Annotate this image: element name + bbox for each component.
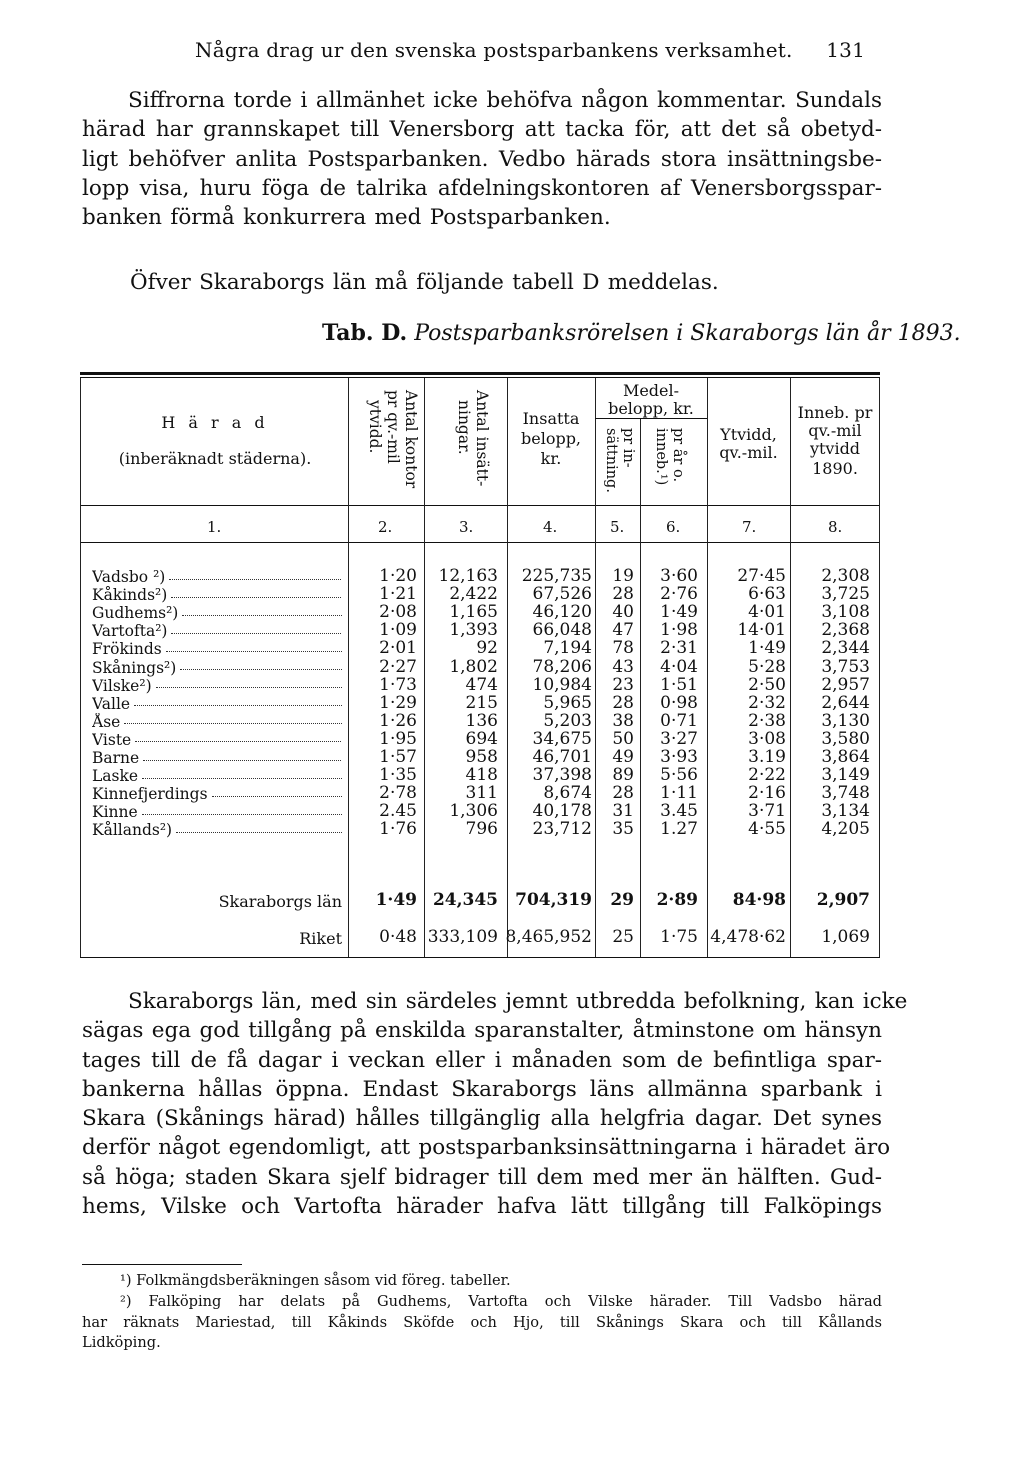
cell-c7: 4·01 <box>748 602 786 623</box>
leader-dots <box>169 577 342 580</box>
row-name <box>92 713 342 731</box>
cell-c6: 0·71 <box>660 710 698 731</box>
cell-c7: 14·01 <box>737 620 786 641</box>
cell-c6: 2·31 <box>660 638 698 659</box>
column-number: 4. <box>543 518 558 536</box>
cell-c5: 47 <box>612 620 634 641</box>
header-rule <box>80 505 880 506</box>
cell-c7: 27·45 <box>737 566 786 586</box>
row-name-text: Laske <box>92 767 139 786</box>
cell-c7: 2·50 <box>748 674 786 695</box>
cell-c7: 5·28 <box>748 656 786 677</box>
header-harad: H ä r a d <box>161 413 269 432</box>
header-medel-1a: pr in- <box>620 428 636 468</box>
paragraph-line: banken förmå konkurrera med Postsparbanken. <box>82 205 611 231</box>
cell-c8: 3,108 <box>821 602 870 623</box>
row-name <box>92 659 342 677</box>
cell-c2: 1·35 <box>379 765 417 786</box>
cell-c8: 2,957 <box>821 674 870 695</box>
header-harad-sub: (inberäknadt städerna). <box>118 449 312 468</box>
cell-c6: 5·56 <box>660 765 698 786</box>
cell-c3: 136 <box>465 710 498 731</box>
cell-c8: 2,368 <box>821 620 870 641</box>
row-name-text: Valle <box>92 694 131 713</box>
cell-c4: 46,701 <box>532 747 592 767</box>
header-ytvidd-b: qv.-mil. <box>719 443 778 462</box>
row-name <box>92 767 342 785</box>
cell-c3: 2,422 <box>449 584 498 605</box>
footnote-line: Lidköping. <box>82 1334 161 1351</box>
row-name-text: Vilske²) <box>92 676 152 695</box>
colnum-rule <box>80 542 880 543</box>
cell-c2: 0·48 <box>379 927 417 947</box>
column-rule <box>707 378 708 957</box>
footnote-line: ²) Falköping har delats på Gudhems, Vartofta och Vilske härader. Till Vadsbo härad <box>120 1293 882 1310</box>
row-name <box>80 892 342 911</box>
paragraph-2 <box>130 268 830 297</box>
cell-c5: 23 <box>612 674 634 695</box>
header-inneb-d: 1890. <box>812 459 858 478</box>
cell-c8: 2,644 <box>821 692 870 713</box>
cell-c7: 2·32 <box>748 692 786 713</box>
header-medel-1b: sättning. <box>603 428 619 493</box>
cell-c5: 89 <box>612 765 634 786</box>
cell-c8: 1,069 <box>821 927 870 947</box>
cell-c6: 2·89 <box>656 890 698 910</box>
row-name <box>92 785 342 803</box>
paragraph-line: Skaraborgs län, med sin särdeles jemnt utbredda befolkning, kan icke <box>128 989 908 1014</box>
cell-c3: 92 <box>476 638 498 659</box>
column-rule <box>348 378 349 957</box>
cell-c5: 43 <box>612 656 634 677</box>
paragraph-line: Öfver Skaraborgs län må följande tabell D meddelas. <box>130 270 719 295</box>
cell-c2: 2·27 <box>379 656 417 677</box>
row-name-text: Åse <box>92 712 121 731</box>
row-name <box>80 929 342 948</box>
cell-c5: 29 <box>610 890 634 910</box>
cell-c4: 37,398 <box>532 765 592 786</box>
column-number: 2. <box>378 518 393 536</box>
cell-c4: 40,178 <box>532 801 592 822</box>
row-name <box>92 640 342 658</box>
leader-dots <box>156 685 342 688</box>
row-name <box>92 695 342 713</box>
paragraph-1 <box>82 86 882 232</box>
medel-sub-rule <box>595 418 707 419</box>
cell-c2: 1·49 <box>375 890 417 910</box>
cell-c4: 78,206 <box>532 656 592 677</box>
cell-c3: 333,109 <box>427 927 498 947</box>
cell-c4: 67,526 <box>532 584 592 605</box>
leader-dots <box>135 739 342 742</box>
cell-c4: 23,712 <box>532 819 592 840</box>
cell-c8: 3,725 <box>821 584 870 605</box>
cell-c7: 2·38 <box>748 710 786 731</box>
cell-c8: 3,134 <box>821 801 870 822</box>
cell-c2: 2·78 <box>379 783 417 804</box>
cell-c6: 3.45 <box>660 801 698 822</box>
cell-c5: 31 <box>612 801 634 822</box>
cell-c5: 49 <box>612 747 634 767</box>
column-number: 6. <box>666 518 681 536</box>
paragraph-line: hems, Vilske och Vartofta härader hafva lätt tillgång till Falköpings <box>82 1194 882 1220</box>
row-name <box>92 586 342 604</box>
cell-c7: 2·16 <box>748 783 786 804</box>
leader-dots <box>142 776 342 779</box>
header-belopp-a: Insatta <box>522 409 580 428</box>
footnote-rule <box>82 1264 242 1265</box>
column-number: 7. <box>742 518 757 536</box>
cell-c4: 66,048 <box>532 620 592 641</box>
row-name <box>92 749 342 767</box>
cell-c5: 28 <box>612 783 634 804</box>
cell-c3: 1,393 <box>449 620 498 641</box>
row-name-text: Kåkinds²) <box>92 586 168 605</box>
paragraph-line: tages till de få dagar i veckan eller i månaden som de befintliga spar- <box>82 1047 882 1073</box>
column-rule <box>80 378 81 957</box>
header-medel-a: Medel- <box>622 381 680 400</box>
paragraph-line: derför något egendomligt, att postsparbanksinsättningarna i häradet äro <box>82 1135 891 1161</box>
cell-c4: 34,675 <box>532 728 592 749</box>
row-name <box>92 622 342 640</box>
row-name-text: Vadsbo ²) <box>92 568 166 586</box>
row-name-text: Kållands²) <box>92 821 173 840</box>
cell-c2: 1·09 <box>379 620 417 641</box>
cell-c2: 1·21 <box>379 584 417 605</box>
leader-dots <box>143 758 342 761</box>
cell-c7: 1·49 <box>748 638 786 659</box>
cell-c7: 3·71 <box>748 801 786 822</box>
cell-c8: 2,344 <box>821 638 870 659</box>
cell-c3: 1,802 <box>449 656 498 677</box>
cell-c8: 3,149 <box>821 765 870 786</box>
leader-dots <box>142 812 342 815</box>
table-title: Postsparbanksrörelsen i Skaraborgs län år 1893. <box>414 321 961 346</box>
header-kontor-b: pr qv.-mil <box>384 390 402 464</box>
cell-c4: 46,120 <box>532 602 592 623</box>
table-top-rule-thin <box>80 377 880 378</box>
row-name-text: Kinnefjerdings <box>92 785 208 804</box>
cell-c7: 3.19 <box>748 747 786 767</box>
page-number: 131 <box>826 38 865 62</box>
row-name-text: Skaraborgs län <box>218 892 342 911</box>
row-name-text: Frökinds <box>92 640 162 659</box>
cell-c3: 694 <box>465 728 498 749</box>
cell-c8: 3,130 <box>821 710 870 731</box>
leader-dots <box>171 631 342 634</box>
cell-c7: 6·63 <box>748 584 786 605</box>
cell-c8: 4,205 <box>821 819 870 840</box>
cell-c2: 1·26 <box>379 710 417 731</box>
header-belopp-c: kr. <box>540 449 562 468</box>
cell-c8: 2,308 <box>821 566 870 586</box>
table-caption <box>322 320 961 346</box>
row-name-text: Vartofta²) <box>92 622 168 641</box>
statistics-table <box>80 372 880 962</box>
cell-c3: 1,165 <box>449 602 498 623</box>
cell-c6: 3·60 <box>660 566 698 586</box>
cell-c7: 3·08 <box>748 728 786 749</box>
cell-c8: 3,748 <box>821 783 870 804</box>
paragraph-3 <box>82 987 908 1221</box>
table-label: Tab. D. <box>322 320 408 346</box>
row-name-text: Riket <box>299 929 342 948</box>
cell-c4: 5,203 <box>543 710 592 731</box>
table-top-rule <box>80 372 880 375</box>
cell-c7: 2·22 <box>748 765 786 786</box>
header-belopp-b: belopp, <box>520 429 582 448</box>
cell-c4: 5,965 <box>543 692 592 713</box>
paragraph-line: ligt behöfver anlita Postsparbanken. Vedbo härads stora insättningsbe- <box>82 146 882 172</box>
cell-c5: 25 <box>612 927 634 947</box>
cell-c5: 28 <box>612 584 634 605</box>
running-head <box>195 38 865 66</box>
cell-c3: 1,306 <box>449 801 498 822</box>
table-bottom-rule <box>80 957 880 958</box>
leader-dots <box>134 703 342 706</box>
paragraph-line: lopp visa, huru föga de talrika afdelningskontoren af Venersborgsspar- <box>82 175 882 201</box>
cell-c5: 19 <box>612 566 634 586</box>
cell-c3: 24,345 <box>432 890 498 910</box>
cell-c6: 2·76 <box>660 584 698 605</box>
leader-dots <box>166 649 342 652</box>
cell-c3: 311 <box>465 783 498 804</box>
row-name <box>92 803 342 821</box>
header-kontor-c: ytvidd. <box>366 400 384 454</box>
cell-c6: 0·98 <box>660 692 698 713</box>
column-number: 8. <box>828 518 843 536</box>
cell-c4: 225,735 <box>521 566 592 586</box>
row-name <box>92 604 342 622</box>
cell-c8: 3,580 <box>821 728 870 749</box>
header-inneb-a: Inneb. pr <box>797 403 873 422</box>
paragraph-line: sägas ega god tillgång på enskilda sparanstalter, åtminstone om hänsyn <box>82 1018 882 1044</box>
leader-dots <box>176 830 342 833</box>
cell-c6: 1·11 <box>660 783 698 804</box>
cell-c4: 7,194 <box>543 638 592 659</box>
cell-c2: 1·95 <box>379 728 417 749</box>
cell-c6: 4·04 <box>660 656 698 677</box>
row-name <box>92 821 342 839</box>
row-name-text: Kinne <box>92 803 138 822</box>
leader-dots <box>180 667 342 670</box>
cell-c7: 4·55 <box>748 819 786 840</box>
cell-c5: 50 <box>612 728 634 749</box>
leader-dots <box>124 721 342 724</box>
cell-c5: 28 <box>612 692 634 713</box>
paragraph-line: Skara (Skånings härad) hålles tillgänglig alla helgfria dagar. Det synes <box>82 1106 882 1132</box>
cell-c6: 1.27 <box>660 819 698 840</box>
row-name-text: Barne <box>92 749 140 767</box>
cell-c2: 1·29 <box>379 692 417 713</box>
header-medel-2a: pr år o. <box>670 428 686 483</box>
running-head-title: Några drag ur den svenska postsparbankens verksamhet. <box>195 38 793 62</box>
header-inneb-b: qv.-mil <box>808 421 862 440</box>
cell-c6: 1·49 <box>660 602 698 623</box>
cell-c4: 8,465,952 <box>505 927 592 947</box>
cell-c2: 1·76 <box>379 819 417 840</box>
cell-c6: 3·27 <box>660 728 698 749</box>
cell-c3: 958 <box>465 747 498 767</box>
column-rule <box>595 378 596 957</box>
footnote-1 <box>120 1271 920 1292</box>
cell-c2: 2·08 <box>379 602 417 623</box>
cell-c2: 1·20 <box>379 566 417 586</box>
cell-c7: 4,478·62 <box>710 927 786 947</box>
cell-c3: 474 <box>465 674 498 695</box>
column-rule <box>424 378 425 957</box>
cell-c3: 215 <box>465 692 498 713</box>
paragraph-line: bankerna hållas öppna. Endast Skaraborgs läns allmänna sparbank i <box>82 1076 882 1102</box>
cell-c4: 8,674 <box>543 783 592 804</box>
cell-c8: 2,907 <box>816 890 870 910</box>
row-name-text: Skånings²) <box>92 658 177 677</box>
cell-c4: 10,984 <box>532 674 592 695</box>
header-medel-b: belopp, kr. <box>608 399 694 418</box>
cell-c5: 35 <box>612 819 634 840</box>
header-kontor-a: Antal kontor <box>402 390 420 489</box>
cell-c6: 3·93 <box>660 747 698 767</box>
cell-c6: 1·75 <box>660 927 698 947</box>
cell-c6: 1·98 <box>660 620 698 641</box>
header-ytvidd-a: Ytvidd, <box>720 425 777 444</box>
cell-c2: 1·57 <box>379 747 417 767</box>
cell-c5: 78 <box>612 638 634 659</box>
paragraph-line: härad har grannskapet till Venersborg att tacka för, att det så obetyd- <box>82 117 882 143</box>
cell-c7: 84·98 <box>732 890 786 910</box>
footnote-line: har räknats Mariestad, till Kåkinds Sköfde och Hjo, till Skånings Skara och till Kållands <box>82 1313 882 1331</box>
cell-c3: 418 <box>465 765 498 786</box>
header-medel-2b: inneb.¹) <box>653 428 669 486</box>
column-number: 3. <box>459 518 474 536</box>
paragraph-line: så höga; staden Skara sjelf bidrager till dem med mer än hälften. Gud- <box>82 1164 882 1190</box>
paragraph-line: Siffrorna torde i allmänhet icke behöfva någon kommentar. Sundals <box>128 88 882 113</box>
cell-c5: 40 <box>612 602 634 623</box>
header-insatt-b: ningar. <box>455 400 473 455</box>
leader-dots <box>182 613 342 616</box>
cell-c8: 3,753 <box>821 656 870 677</box>
row-name <box>92 568 342 586</box>
cell-c5: 38 <box>612 710 634 731</box>
cell-c2: 2.45 <box>379 801 417 822</box>
row-name <box>92 731 342 749</box>
cell-c2: 1·73 <box>379 674 417 695</box>
header-inneb-c: ytvidd <box>809 439 861 458</box>
leader-dots <box>212 794 342 797</box>
cell-c4: 704,319 <box>515 890 592 910</box>
cell-c8: 3,864 <box>821 747 870 767</box>
header-insatt-a: Antal insätt- <box>473 390 491 487</box>
row-name <box>92 677 342 695</box>
row-name-text: Gudhems²) <box>92 604 179 623</box>
cell-c6: 1·51 <box>660 674 698 695</box>
column-rule <box>640 418 641 957</box>
row-name-text: Viste <box>92 730 132 749</box>
footnote-line: ¹) Folkmängdsberäkningen såsom vid föreg. tabeller. <box>120 1272 511 1289</box>
footnote-2 <box>82 1292 882 1354</box>
cell-c2: 2·01 <box>379 638 417 659</box>
column-number: 1. <box>207 518 222 536</box>
leader-dots <box>171 595 342 598</box>
cell-c3: 12,163 <box>438 566 498 586</box>
column-number: 5. <box>610 518 625 536</box>
cell-c3: 796 <box>465 819 498 840</box>
